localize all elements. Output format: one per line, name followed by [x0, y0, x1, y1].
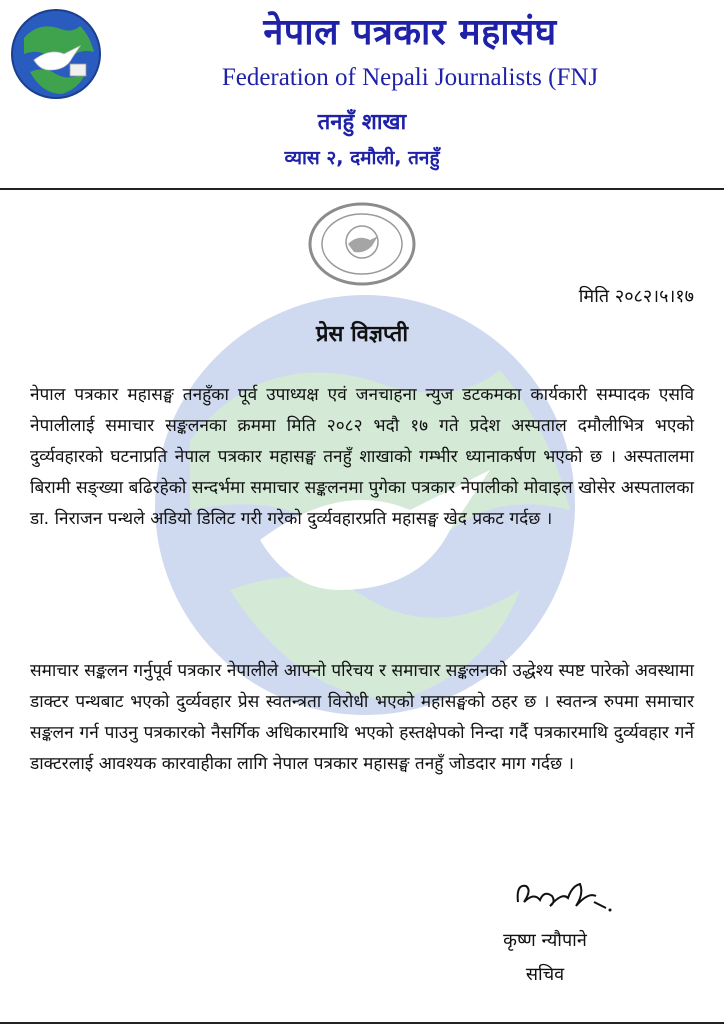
header-divider	[0, 188, 724, 190]
body-paragraph: समाचार सङ्कलन गर्नुपूर्व पत्रकार नेपालीले आफ्नो परिचय र समाचार सङ्कलनको उद्धेश्य स्पष्ट पारेको अवस्थामा डाक्टर पन्थबाट भएको दुर्व्यवहार प्रेस स्वतन्त्रता विरोधी भएको महासङ्घको ठहर छ । स्वतन्त्र रुपमा समाचार सङ्कलन गर्न पाउनु पत्रकारको नैसर्गिक अधिकारमाथि भएको हस्तक्षेपको निन्दा गर्दै पत्रकारमाथि दुर्व्यवहार गर्ने डाक्टरलाई आवश्यक कारवाहीका लागि नेपाल पत्रकार महासङ्घ तनहुँ जोडदार माग गर्दछ ।	[30, 661, 694, 774]
body-paragraph: नेपाल पत्रकार महासङ्घ तनहुँका पूर्व उपाध्यक्ष एवं जनचाहना न्युज डटकमका कार्यकारी सम्पादक एसवि नेपालीलाई समाचार सङ्कलनका क्रममा मिति २०८२ भदौ १७ गते प्रदेश अस्पताल दमौलीभित्र भएको दुर्व्यवहारको घटनाप्रति नेपाल पत्रकार महासङ्घ तनहुँ शाखाको गम्भीर ध्यानाकर्षण भएको छ । अस्पतालमा बिरामी सङ्ख्या बढिरहेको सन्दर्भमा समाचार सङ्कलनमा पुगेका पत्रकार नेपालीको मोवाइल खोसेर अस्पतालका डा. निराजन पन्थले अडियो डिलिट गरी गरेको दुर्व्यवहारप्रति महासङ्घ खेद प्रकट गर्दछ ।	[30, 385, 694, 529]
letterhead	[0, 0, 724, 190]
handwritten-signature	[510, 872, 620, 922]
signatory-name: कृष्ण न्यौपाने	[503, 930, 587, 951]
document-title: प्रेस विज्ञप्ती	[315, 322, 409, 347]
globe-dove-logo-icon	[10, 8, 102, 100]
org-name-english: Federation of Nepali Journalists (FNJ	[221, 64, 599, 91]
branch-address: व्यास २, दमौली, तनहुँ	[284, 147, 440, 169]
document-date: मिति २०८२।५।१७	[578, 286, 694, 307]
org-name-nepali: नेपाल पत्रकार महासंघ	[263, 12, 557, 53]
branch-seal-stamp-icon	[306, 200, 418, 288]
branch-name: तनहुँ शाखा	[317, 110, 407, 135]
signatory-title: सचिव	[525, 964, 565, 985]
